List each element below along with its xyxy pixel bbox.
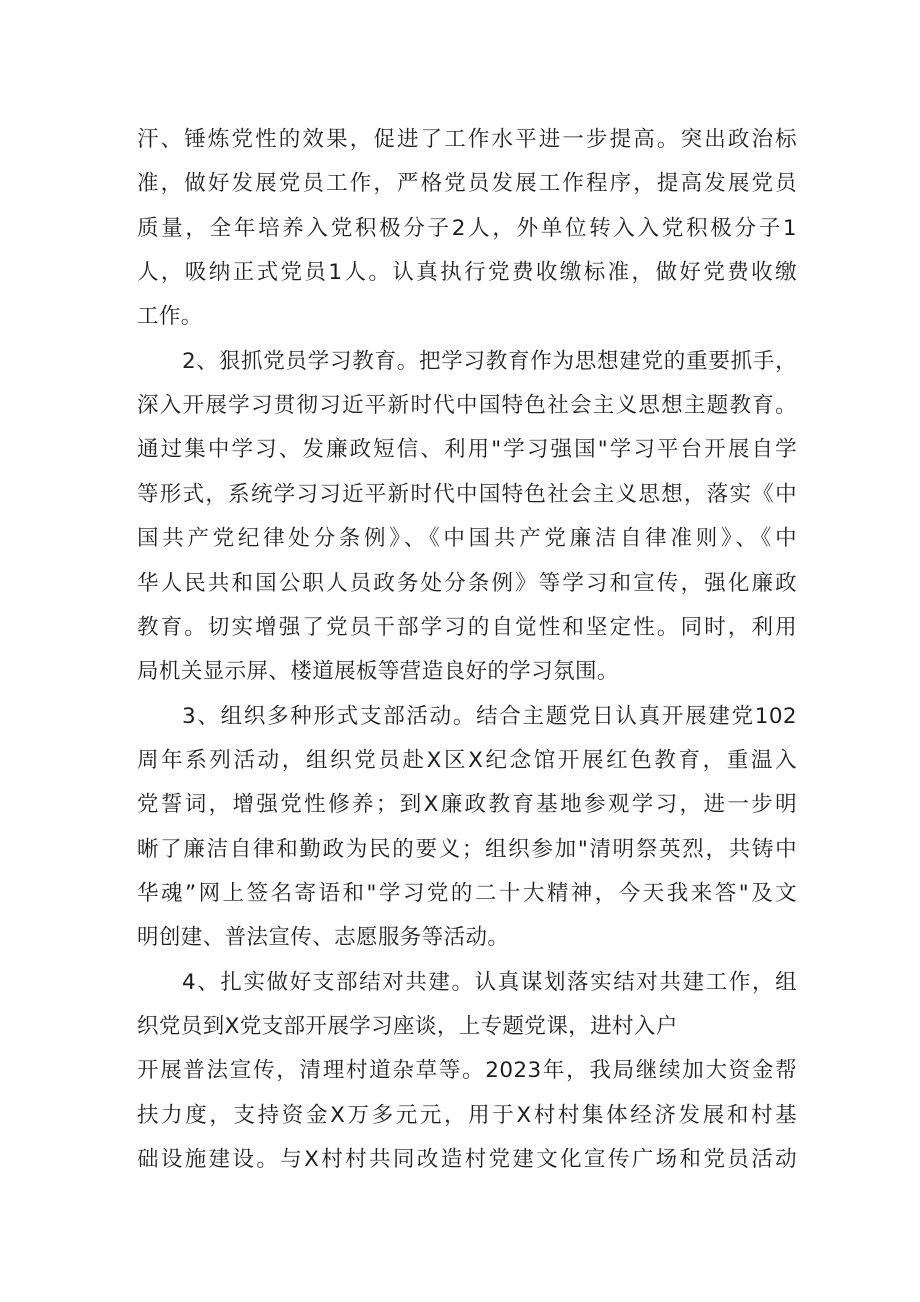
text-line: 础设施建设。与X村村共同改造村党建文化宣传广场和党员活动: [137, 1147, 797, 1173]
text-line: 扶力度，支持资金X万多元元，用于X村村集体经济发展和村基: [137, 1102, 797, 1128]
text-line: 开展普法宣传，清理村道杂草等。2023年，我局继续加大资金帮: [137, 1058, 797, 1084]
text-line: 明创建、普法宣传、志愿服务等活动。: [137, 925, 510, 951]
text-line: 国共产党纪律处分条例》、《中国共产党廉洁自律准则》、《中: [137, 526, 797, 552]
text-line: 2、狠抓党员学习教育。把学习教育作为思想建党的重要抓手，: [182, 348, 797, 374]
text-line: 4、扎实做好支部结对共建。认真谋划落实结对共建工作，组: [182, 969, 797, 995]
text-line: 深入开展学习贯彻习近平新时代中国特色社会主义思想主题教育。: [137, 393, 797, 419]
text-line: 3、组织多种形式支部活动。结合主题党日认真开展建党102: [182, 703, 797, 729]
text-line: 等形式，系统学习习近平新时代中国特色社会主义思想，落实《中: [137, 481, 797, 507]
text-line: 质量，全年培养入党积极分子2人，外单位转入入党积极分子1: [137, 215, 797, 241]
text-line: 晰了廉洁自律和勤政为民的要义；组织参加"清明祭英烈，共铸中: [137, 836, 797, 862]
text-line: 局机关显示屏、楼道展板等营造良好的学习氛围。: [137, 659, 619, 685]
text-line: 华人民共和国公职人员政务处分条例》等学习和宣传，强化廉政: [137, 570, 797, 596]
text-line: 汗、锤炼党性的效果，促进了工作水平进一步提高。突出政治标: [137, 127, 797, 152]
text-line: 人，吸纳正式党员1人。认真执行党费收缴标准，做好党费收缴: [137, 260, 797, 286]
text-line: 织党员到X党支部开展学习座谈，上专题党课，进村入户: [137, 1014, 678, 1039]
text-line: 周年系列活动，组织党员赴X区X纪念馆开展红色教育，重温入: [137, 747, 797, 773]
text-line: 通过集中学习、发廉政短信、利用"学习强国"学习平台开展自学: [137, 437, 797, 463]
text-line: 党誓词，增强党性修养；到X廉政教育基地参观学习，进一步明: [137, 792, 797, 818]
text-line: 华魂”网上签名寄语和"学习党的二十大精神，今天我来答"及文: [137, 880, 797, 906]
text-line: 教育。切实增强了党员干部学习的自觉性和坚定性。同时，利用: [137, 614, 797, 640]
text-line: 准，做好发展党员工作，严格党员发展工作程序，提高发展党员: [137, 171, 797, 197]
text-line: 工作。: [137, 304, 203, 330]
